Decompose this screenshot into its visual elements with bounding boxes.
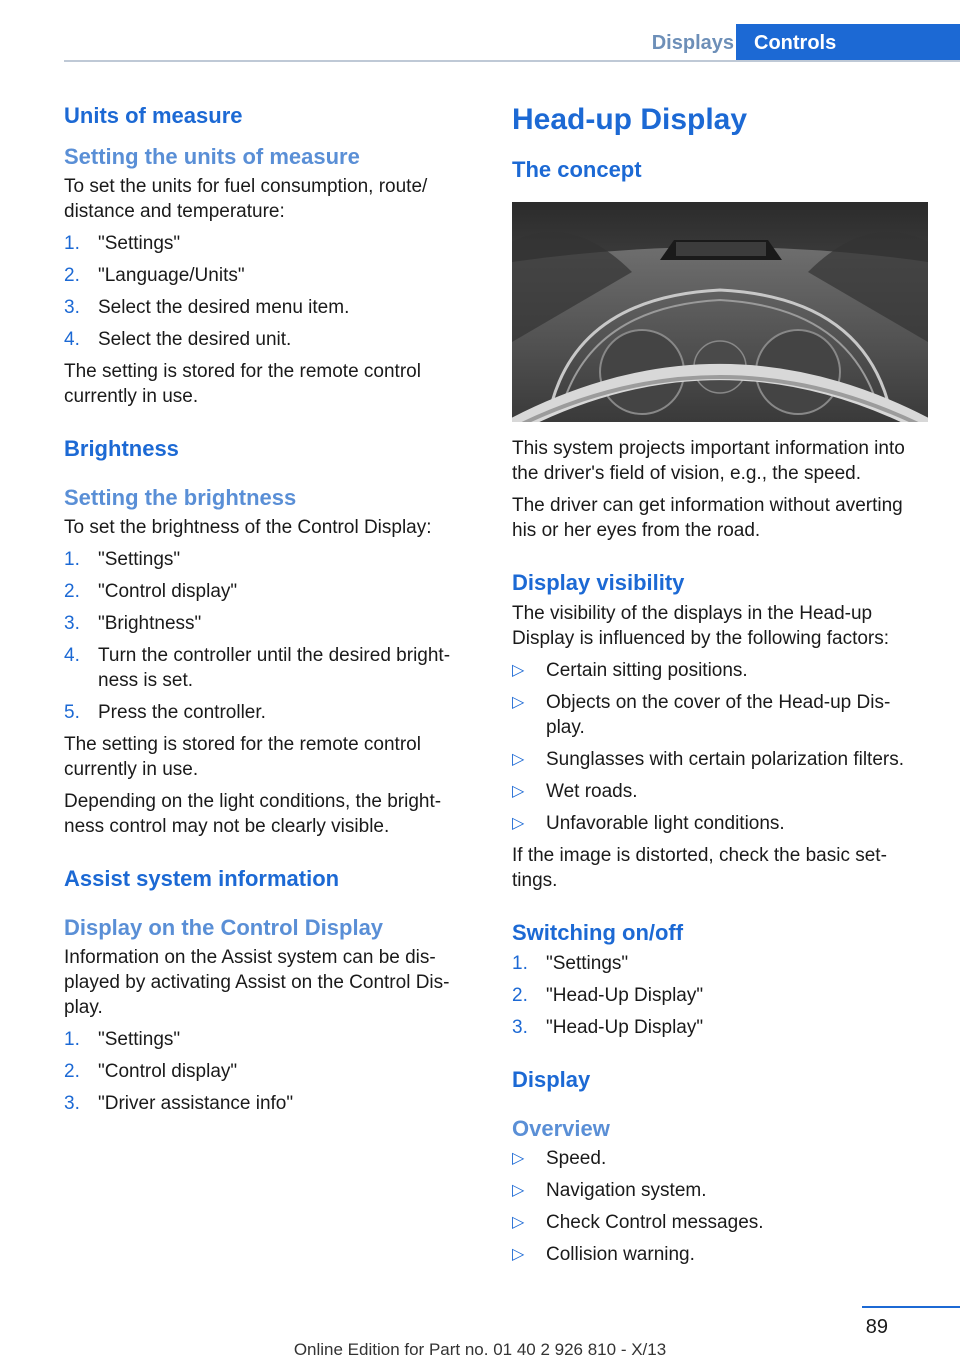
page-number: 89	[865, 1316, 888, 1338]
visibility-factors	[512, 658, 928, 836]
triangle-right-icon: ▷	[512, 1246, 525, 1263]
concept-paragraph-1: This system projects important information into the driver's field of vision, e.g., the speed.	[512, 438, 905, 484]
overview-items	[512, 1146, 928, 1267]
units-steps	[64, 231, 476, 352]
brightness-heading: Brightness	[64, 436, 179, 461]
page-header	[0, 0, 960, 62]
list-item: 1. "Settings"	[64, 233, 181, 254]
right-column	[512, 98, 928, 1274]
hud-dashboard-image	[512, 202, 928, 422]
visibility-heading: Display visibility	[512, 570, 685, 595]
left-column	[64, 98, 476, 1123]
overview-subheading: Overview	[512, 1116, 610, 1141]
assist-heading: Assist system information	[64, 866, 340, 891]
list-item: 1. "Settings"	[64, 549, 181, 570]
page-title: Head-up Display	[512, 103, 748, 136]
header-chapter-controls: Controls	[736, 24, 960, 62]
footer-divider	[862, 1306, 960, 1308]
list-item: 3. "Head-Up Display"	[512, 1017, 704, 1038]
list-item: ▷ Check Control messages.	[512, 1212, 764, 1233]
switching-heading: Switching on/off	[512, 920, 684, 945]
triangle-right-icon: ▷	[512, 1150, 525, 1167]
header-divider	[64, 60, 960, 62]
header-section-displays: Displays	[651, 32, 734, 54]
list-item: 2. "Control display"	[64, 581, 238, 602]
units-note: The setting is stored for the remote control currently in use.	[64, 361, 421, 407]
list-item: ▷ Certain sitting positions.	[512, 660, 748, 681]
list-item: 2. "Control display"	[64, 1061, 238, 1082]
list-item: ▷ Objects on the cover of the Head-up Dis‐ play.	[512, 692, 891, 738]
list-item: 1. "Settings"	[512, 953, 629, 974]
brightness-subheading: Setting the brightness	[64, 485, 297, 510]
brightness-steps	[64, 547, 476, 725]
switching-steps	[512, 951, 928, 1040]
list-item: 2. "Head-Up Display"	[512, 985, 704, 1006]
brightness-note-visibility: Depending on the light conditions, the bright‐ ness control may not be clearly visible.	[64, 791, 442, 837]
list-item: ▷ Navigation system.	[512, 1180, 707, 1201]
triangle-right-icon: ▷	[512, 1214, 525, 1231]
footer-edition: Online Edition for Part no. 01 40 2 926 810 - X/13	[293, 1340, 667, 1359]
list-item: ▷ Unfavorable light conditions.	[512, 813, 785, 834]
assist-intro: Information on the Assist system can be dis‐ played by activating Assist on the Control Dis‐ play.	[64, 947, 450, 1018]
triangle-right-icon: ▷	[512, 1182, 525, 1199]
list-item: ▷ Collision warning.	[512, 1244, 695, 1265]
list-item: ▷ Speed.	[512, 1148, 607, 1169]
assist-steps	[64, 1027, 476, 1116]
list-item: 3. Select the desired menu item.	[64, 297, 350, 318]
concept-paragraph-2: The driver can get information without averting his or her eyes from the road.	[512, 495, 903, 541]
triangle-right-icon: ▷	[512, 694, 525, 711]
brightness-intro: To set the brightness of the Control Display:	[64, 517, 432, 538]
visibility-intro: The visibility of the displays in the Head-up Display is influenced by the following factors:	[512, 603, 890, 649]
triangle-right-icon: ▷	[512, 783, 525, 800]
list-item: 3. "Brightness"	[64, 613, 202, 634]
triangle-right-icon: ▷	[512, 751, 525, 768]
triangle-right-icon: ▷	[512, 662, 525, 679]
assist-subheading: Display on the Control Display	[64, 915, 384, 940]
display-heading: Display	[512, 1067, 591, 1092]
list-item: 3. "Driver assistance info"	[64, 1093, 294, 1114]
list-item: 5. Press the controller.	[64, 702, 266, 723]
visibility-note: If the image is distorted, check the basic set‐ tings.	[512, 845, 887, 891]
list-item: 2. "Language/Units"	[64, 265, 245, 286]
list-item: ▷ Sunglasses with certain polarization filters.	[512, 749, 905, 770]
brightness-note: The setting is stored for the remote control currently in use.	[64, 734, 421, 780]
list-item: 1. "Settings"	[64, 1029, 181, 1050]
units-heading: Units of measure	[64, 103, 243, 128]
units-intro: To set the units for fuel consumption, route/ distance and temperature:	[64, 176, 428, 222]
concept-heading: The concept	[512, 157, 642, 182]
list-item: ▷ Wet roads.	[512, 781, 638, 802]
units-subheading: Setting the units of measure	[64, 144, 360, 169]
triangle-right-icon: ▷	[512, 815, 525, 832]
list-item: 4. Turn the controller until the desired bright‐ ness is set.	[64, 645, 451, 691]
list-item: 4. Select the desired unit.	[64, 329, 292, 350]
